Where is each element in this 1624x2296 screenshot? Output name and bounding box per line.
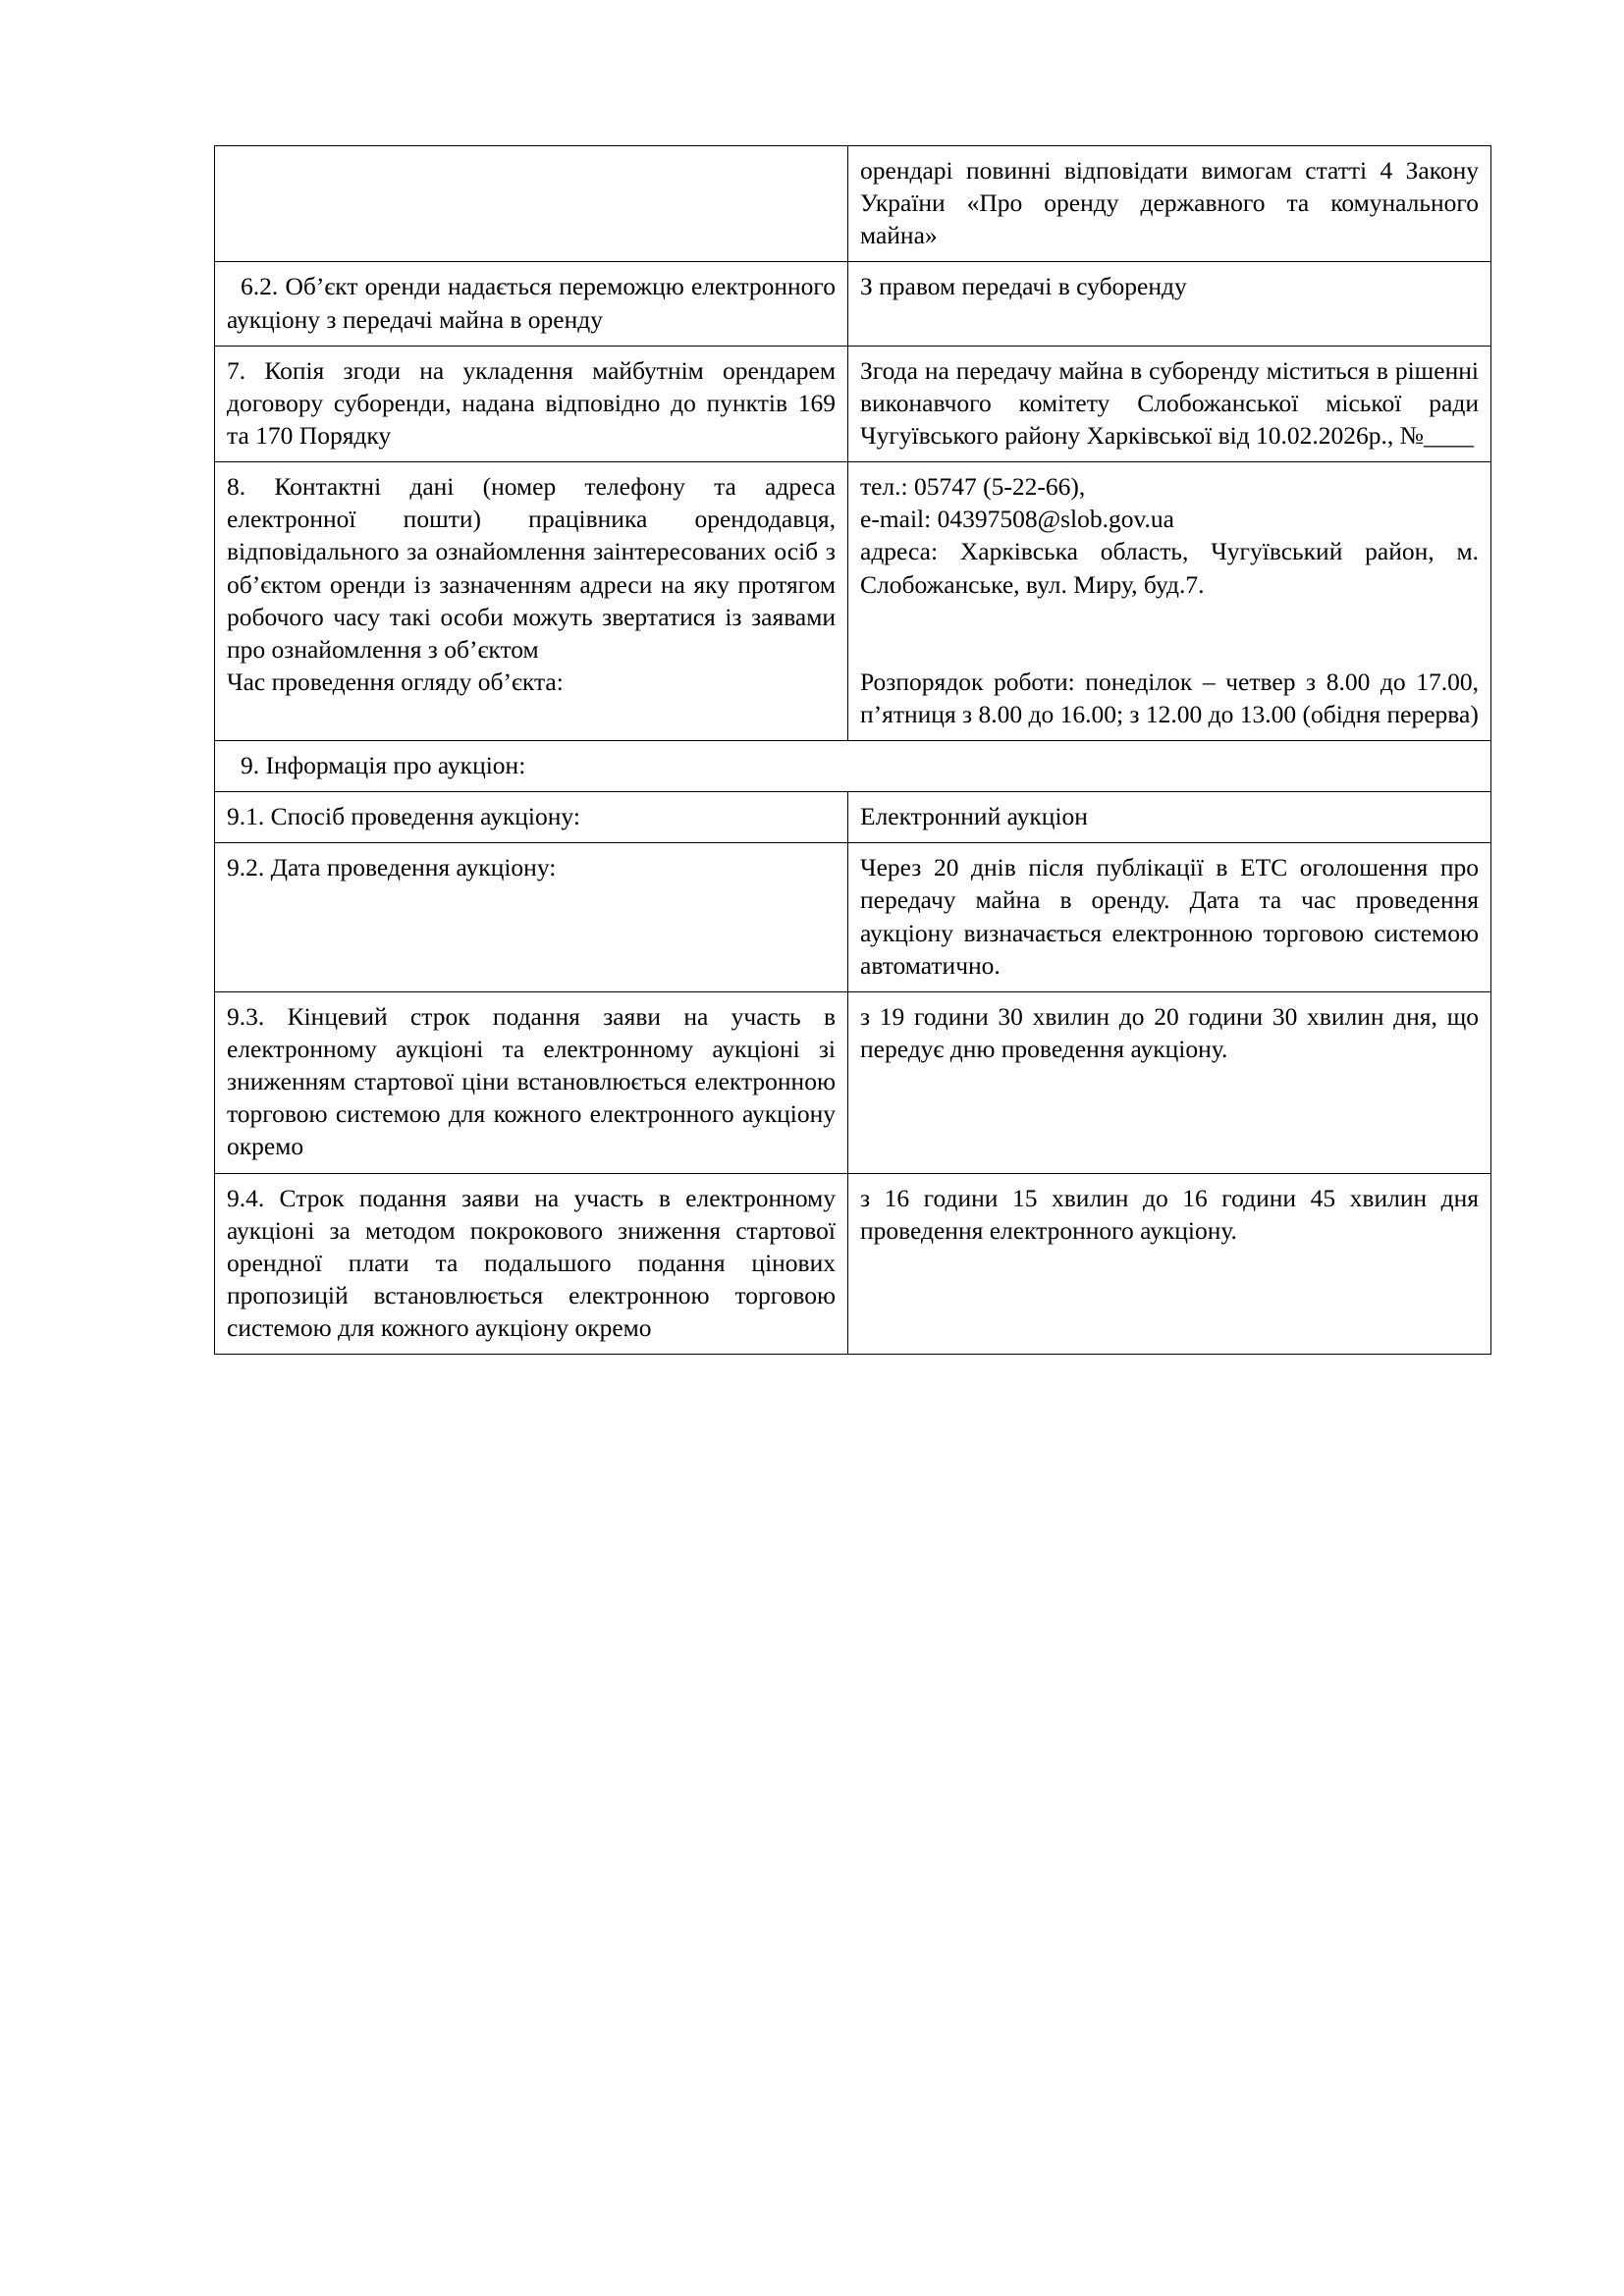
cell-text: 9. Інформація про аукціон: [241,750,526,779]
spacer [860,601,1479,666]
cell-text: 6.2. Об’єкт оренди надається переможцю електронного аукціону з передачі майна в оренду [227,272,836,334]
cell-right-continuation [848,146,1491,262]
cell-text-sub: Час проведення огляду об’єкта: [227,667,564,696]
cell-right-8 [848,462,1491,741]
cell-left-9-1 [215,792,848,843]
cell-right-6-2 [848,262,1491,346]
cell-text: 7. Копія згоди на укладення майбутнім орендарем договору суборенди, надана відповідно до пунктів 169 та 170 Порядку [227,355,836,450]
cell-right-9-3 [848,991,1491,1173]
table-row [215,262,1491,346]
cell-left-6-2 [215,262,848,346]
cell-left-9-4 [215,1173,848,1355]
table-row [215,146,1491,262]
table-row [215,740,1491,791]
cell-right-9-4 [848,1173,1491,1355]
cell-right-9-1 [848,792,1491,843]
cell-right-7 [848,346,1491,461]
work-schedule: Розпорядок роботи: понеділок – четвер з 8.00 до 17.00, п’ятниця з 8.00 до 16.00; з 12.00 до 13.00 (обідня перерва) [860,667,1479,728]
cell-text: 9.1. Спосіб проведення аукціону: [227,802,580,831]
table-row [215,346,1491,461]
auction-info-table [214,145,1491,1355]
cell-left-8 [215,462,848,741]
cell-text: Згода на передачу майна в суборенду міститься в рішенні виконавчого комітету Слобожанської міської ради Чугуївського району Харківської від 10.02.2026р., №____ [860,355,1479,450]
cell-text: 9.4. Строк подання заяви на участь в електронному аукціоні за методом покрокового зниження стартової орендної плати та подальшого подання цінових пропозицій встановлюється електронною торговою системою для кожного аукціону окремо [227,1183,836,1343]
contact-phone: тел.: 05747 (5-22-66), [860,472,1086,502]
cell-left-9-3 [215,991,848,1173]
cell-text-main: 8. Контактні дані (номер телефону та адреса електронної пошти) працівника орендодавця, відповідального за ознайомлення заінтересованих осіб з об’єктом оренди із зазначенням адреси на яку протягом робочого часу такі особи можуть звертатися із заявами про ознайомлення з об’єктом [227,472,836,664]
cell-left-continuation [215,146,848,262]
cell-text: 9.2. Дата проведення аукціону: [227,853,557,882]
cell-left-7 [215,346,848,461]
cell-text: з 19 години 30 хвилин до 20 години 30 хвилин дня, що передує дню проведення аукціону. [860,1001,1479,1063]
table-row [215,1173,1491,1355]
cell-text: Електронний аукціон [860,802,1088,831]
cell-text: 9.3. Кінцевий строк подання заяви на участь в електронному аукціоні та електронному аукціоні зі зниженням стартової ціни встановлюється електронною торговою системою для кожного електронного аукціону окремо [227,1001,836,1161]
table-row [215,462,1491,741]
cell-section-9-header [215,740,1491,791]
table-row [215,991,1491,1173]
table-row [215,843,1491,992]
table-row [215,792,1491,843]
contact-address: адреса: Харківська область, Чугуївський район, м. Слобожанське, вул. Миру, буд.7. [860,537,1479,599]
cell-left-9-2 [215,843,848,992]
cell-text: Через 20 днів після публікації в ЕТС оголошення про передачу майна в оренду. Дата та час проведення аукціону визначається електронною торговою системою автоматично. [860,853,1479,980]
cell-text: З правом передачі в суборенду [860,272,1187,301]
contact-email: e-mail: 04397508@slob.gov.ua [860,505,1174,534]
cell-text: орендарі повинні відповідати вимогам статті 4 Закону України «Про оренду державного та комунального майна» [860,156,1479,250]
cell-text: з 16 години 15 хвилин до 16 години 45 хвилин дня проведення електронного аукціону. [860,1183,1479,1245]
cell-right-9-2 [848,843,1491,992]
